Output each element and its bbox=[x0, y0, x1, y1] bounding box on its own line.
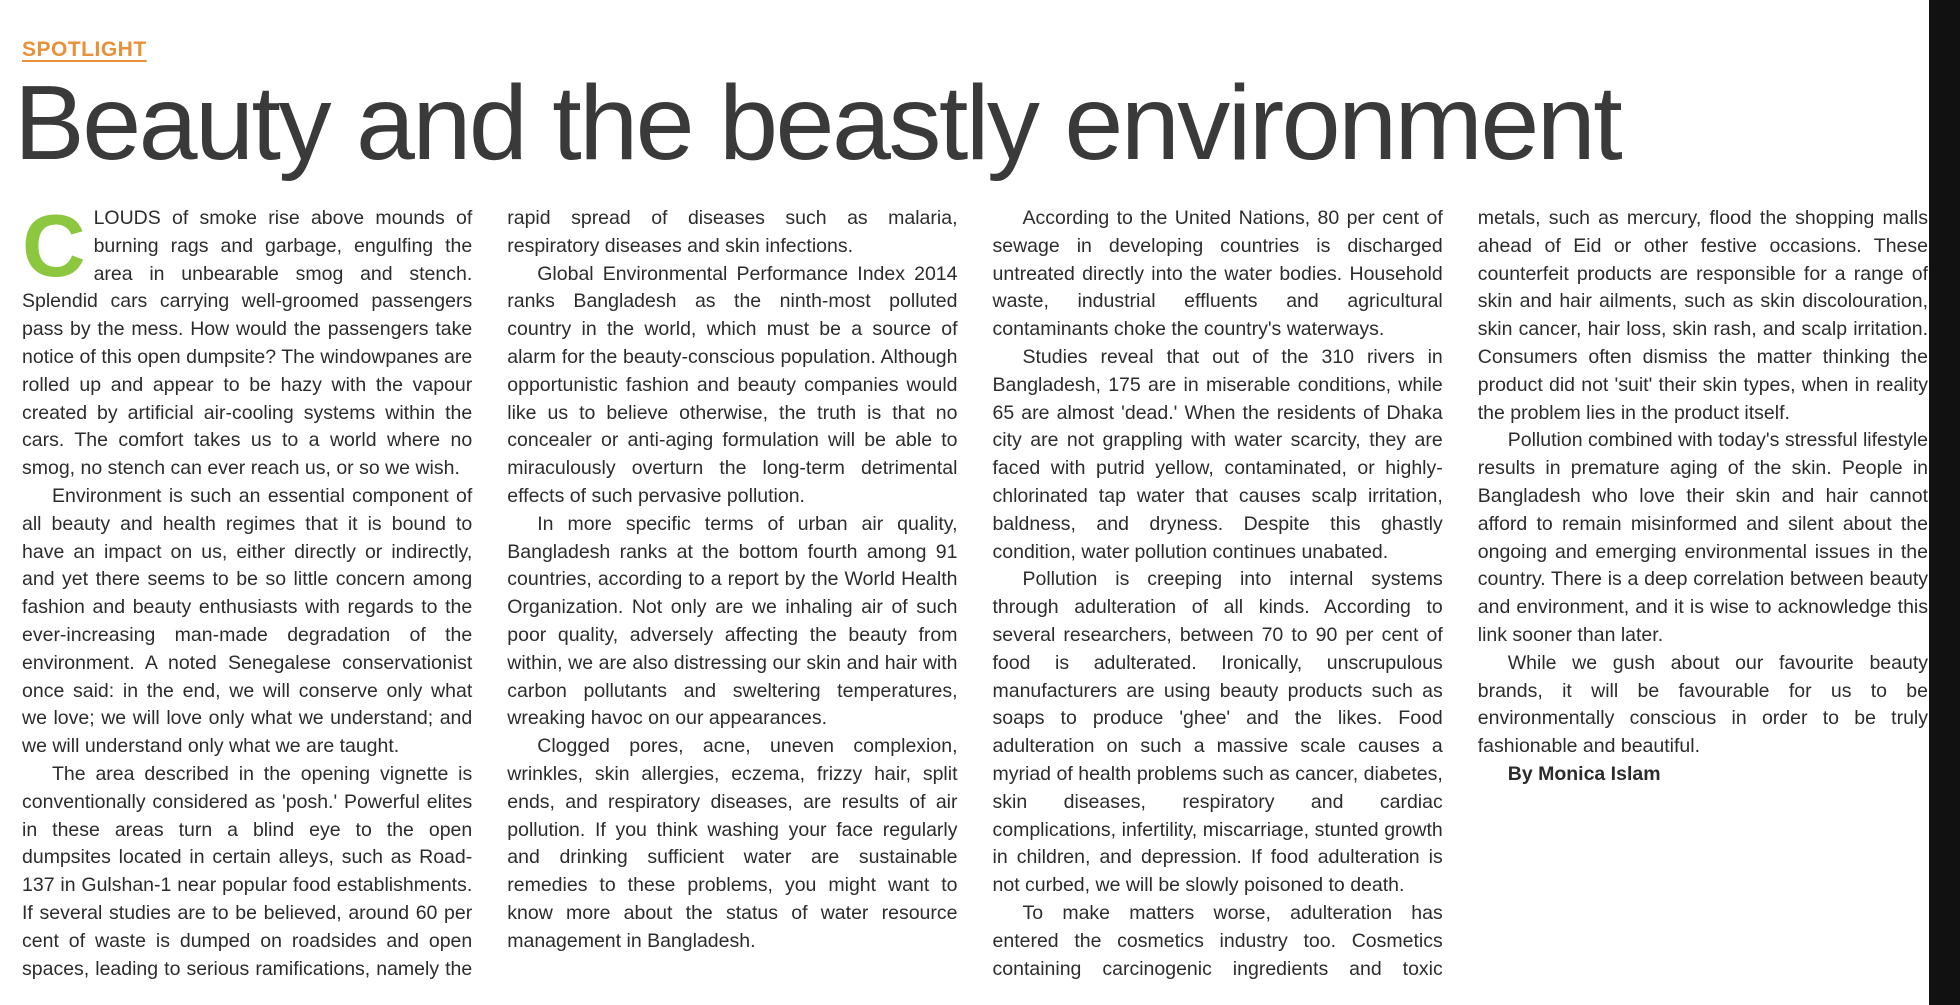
paragraph: Environment is such an essential component of all beauty and health regimes that it is bound to have an impact on us, either directly or indirectly, and yet there seems to be so little concern among fashion and beauty enthusiasts with regards to the ever-increasing man-made degradation of the environment. A noted Senegalese conservationist once said: in the end, we will conserve only what we love; we will love only what we understand; and we will understand only what we are taught. bbox=[22, 484, 473, 758]
paragraph: Studies reveal that out of the 310 rivers in Bangladesh, 175 are in miserable conditions, while 65 are almost 'dead.' When the residents of Dhaka city are not grappling with water scarcity, they are faced with putrid yellow, contaminated, or highly-chlorinated tap water that causes scalp irritation, baldness, and dryness. Despite this ghastly condition, water pollution continues unabated. bbox=[992, 345, 1443, 563]
section-label: SPOTLIGHT bbox=[22, 38, 147, 61]
paragraph: Pollution is creeping into internal systems through adulteration of all kinds. According to several researchers, between 70 to 90 per cent of food is adulterated. Ironically, unscrupulous manufacturers are using beauty products such as soaps to produce 'ghee' and the likes. Food adulteration on such a massive scale causes a myriad of health problems such as cancer, diabetes, skin diseases, respiratory and cardiac complications, infertility, miscarriage, stunted growth in children, and depression. If food adulteration is not curbed, we will be slowly poisoned to death. bbox=[992, 568, 1443, 897]
article-headline: Beauty and the beastly environment bbox=[14, 64, 1621, 182]
author-byline: By Monica Islam bbox=[1507, 762, 1661, 785]
paragraph: According to the United Nations, 80 per cent of sewage in developing countries is discharged untreated directly into the water bodies. Household waste, industrial effluents and agricultural contaminants choke the country's waterways. bbox=[992, 207, 1443, 341]
paragraph: Clogged pores, acne, uneven complexion, wrinkles, skin allergies, eczema, frizzy hair, split ends, and respiratory diseases, are results of air pollution. If you think washing your face regularly and drinking sufficient water are sustainable remedies to these problems, you might want to know more about the status of water resource management in Bangladesh. bbox=[507, 735, 958, 952]
page-edge bbox=[1929, 0, 1960, 1005]
paragraph: The area described in the opening vignette is conventionally considered as 'posh.' Powerful elites in these areas turn a blind eye to the open dumpsites located in certain alleys, such as Road-137 in Gulshan-1 near popular food establishments. If several studies are to be believed, around 60 per cent of waste is dumped on roadsides and open spaces, leading to serious ramifications, namely the rapid spread of diseases such as malaria, respiratory diseases and skin infections. bbox=[22, 207, 958, 980]
lead-paragraph bbox=[22, 196, 473, 483]
lead-text: LOUDS of smoke rise above mounds of burning rags and garbage, engulfing the area in unbearable smog and stench. Splendid cars carrying well-groomed passengers pass by the mess. How would the passengers take notice of this open dumpsite? The windowpanes are rolled up and appear to be hazy with the vapour created by artificial air-cooling systems within the cars. The comfort takes us to a world where no smog, no stench can ever reach us, or so we wish. bbox=[22, 207, 473, 480]
paragraph: Pollution combined with today's stressful lifestyle results in premature aging of the skin. People in Bangladesh who love their skin and hair cannot afford to remain misinformed and silent about the ongoing and emerging environmental issues in the country. There is a deep correlation between beauty and environment, and it is wise to acknowledge this link sooner than later. bbox=[1477, 429, 1928, 646]
drop-cap: C bbox=[22, 196, 86, 295]
paragraph: While we gush about our favourite beauty brands, it will be favourable for us to be environmentally conscious in order to be truly fashionable and beautiful. bbox=[1477, 651, 1928, 758]
paragraph: Global Environmental Performance Index 2014 ranks Bangladesh as the ninth-most polluted country in the world, which must be a source of alarm for the beauty-conscious population. Although opportunistic fashion and beauty companies would like us to believe otherwise, the truth is that no concealer or anti-aging formulation will be able to miraculously overturn the long-term detrimental effects of such pervasive pollution. bbox=[507, 262, 958, 507]
paragraph: To make matters worse, adulteration has entered the cosmetics industry too. Cosmetics containing carcinogenic ingredients and toxic metals, such as mercury, flood the shopping malls ahead of Eid or other festive occasions. These counterfeit products are responsible for a range of skin and hair ailments, such as skin discolouration, skin cancer, hair loss, skin rash, and scalp irritation. Consumers often dismiss the matter thinking the product did not 'suit' their skin types, when in reality the problem lies in the product itself. bbox=[992, 207, 1928, 980]
article-body bbox=[22, 196, 1928, 1005]
paragraph: In more specific terms of urban air quality, Bangladesh ranks at the bottom fourth among 91 countries, according to a report by the World Health Organization. Not only are we inhaling air of such poor quality, adversely affecting the beauty from within, we are also distressing our skin and hair with carbon pollutants and sweltering temperatures, wreaking havoc on our appearances. bbox=[507, 512, 958, 730]
